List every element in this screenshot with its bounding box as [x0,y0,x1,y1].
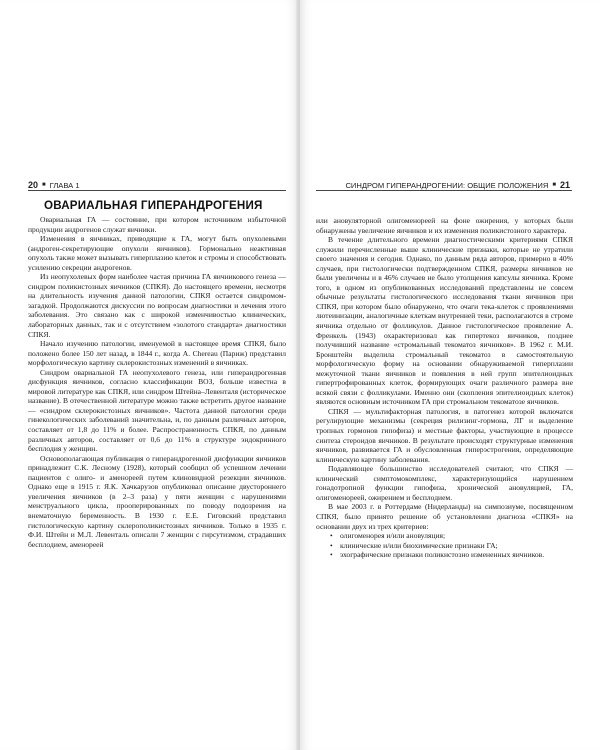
left-page [0,0,298,750]
list-item: • олигоменорея и/или ановуляция; [330,531,573,541]
paragraph: Из неопухолевых форм наиболее частая причина ГА яичникового генеза — синдром поликистозных яичников (СПКЯ). До настоящего времени, несмотря на длительность изучения данной патологии, СПКЯ остается синдромом-загадкой. Продолжаются дискуссии по вопросам диагностики и лечения этого заболевания. Это связано как с широкой изменчивостью клинических, лабораторных данных, так и с отсутствием «золотого стандарта» диагностики СПКЯ. [28,272,286,339]
page-number: 20 [28,180,39,190]
paragraph: СПКЯ — мультифакторная патология, в патогенез которой включатся регулирующие механизмы (секреция рилизинг-гормона, ЛГ и выделение тропных гормонов гипофиза) и местные факторы, участвующие в процессе синтеза стероидов яичников. В результате происходят структурные изменения яичников, развивается ГА и обусловленная гиперэстрогения, определяющие клиническую картину заболевания. [316,406,573,464]
paragraph: Подавляющее большинство исследователей считают, что СПКЯ — клинический симптомокомплекс, характеризующийся нарушением гонадотропной функции гипофиза, хронической ановуляцией, ГА, олигоменореей, ожирением и бесплодием. [316,464,573,502]
header-separator: ■ [42,182,46,188]
header-separator: ■ [552,182,556,188]
list-item: • эхографические признаки поликистозно измененных яичников. [330,550,573,560]
section-heading: ОВАРИАЛЬНАЯ ГИПЕРАНДРОГЕНИЯ [44,199,263,212]
paragraph: Синдром овариальной ГА неопухолевого генеза, или гиперандрогенная дисфункция яичников, согласно классификации ВОЗ, больше известна в мировой литературе как СПКЯ, или синдром Штейна–Левенталя (историческое название). В отечественной литературе можно также встретить другое название — «синдром склерокистозных яичников». Частота данной патологии среди гинекологических заболеваний значительна, и, по данным различных авторов, составляет от 1,8 до 11% и более. Распространенность СПКЯ, по данным различных авторов, составляет от 0,6 до 11% в структуре эндокринного бесплодия у женщин. [28,367,286,454]
header-rule [28,190,286,191]
paragraph: В течение длительного времени диагностическими критериями СПКЯ служили перечисленные выше клинические признаки, которые не утратили своего значения и сегодня. Однако, по данным ряда авторов, примерно в 40% случаев, при гистологически подтвержденном СПКЯ, размеры яичников не были увеличены и в 46% случаев не было утолщения капсулы яичника. Кроме того, в одном из опубликованных исследований представлены не совсем обычные результаты гистологического исследования ткани яичников при СПКЯ, при котором было обнаружено, что очаги тека-клеток с проявлениями лютеинизации, аналогичные клеткам внутренней теки, располагаются в строме яичника отдельно от фолликулов. Данное гистологическое проявление А. Френкель (1943) охарактеризовал как гипертекоз яичников, позднее получивший название «стромальный текоматоз яичников». В 1962 г. М.И. Бронштейн выделила стромальный текоматоз в самостоятельную морфологическую форму на основании обнаруживаемой гиперплазии межуточной ткани яичников и появления в ней групп эпителиоидных гипертрофированных клеток, формирующих очаги различного размера вне всякой связи с фолликулами. Именно они (скопления эпителиоидных клеток) являются основным источником ГА при стромальном текоматозе яичников. [316,235,573,407]
running-title: СИНДРОМ ГИПЕРАНДРОГЕНИИ: ОБЩИЕ ПОЛОЖЕНИЯ [345,180,549,190]
left-body-text [28,215,286,549]
chapter-label: ГЛАВА 1 [49,180,80,190]
right-body-text [316,216,573,560]
list-item: • клинические и/или биохимические признаки ГА; [330,541,573,551]
paragraph: Овариальная ГА — состояние, при котором источником избыточной продукции андрогенов служат яичники. [28,215,286,234]
header-rule [316,190,572,191]
page-number: 21 [559,180,570,190]
criteria-list [316,531,573,560]
right-page [300,0,600,750]
paragraph: В мае 2003 г. в Роттердаме (Нидерланды) на симпозиуме, посвященном СПКЯ, было принято решение об установлении диагноза «СПКЯ» на основании двух из трех критериев: [316,502,573,531]
paragraph: Основополагающая публикация о гиперандрогенной дисфункции яичников принадлежит С.К. Лесному (1928), который сообщил об успешном лечении пациентов с олиго- и аменореей путем клиновидной резекции яичников. Однако еще в 1915 г. Я.К. Хачкарузов опубликовал описание двустороннего увеличения яичников (в 2–3 раза) у пяти женщин с нарушениями менструального цикла, прооперированных по поводу подозрения на внематочную беременность. В 1930 г. Е.Е. Гиговский представил гистологическую картину склерополикистозных яичников. Только в 1935 г. Ф.И. Штейн и М.Л. Левенталь описали 7 женщин с гирсутизмом, страдавших бесплодием, аменореей [28,453,286,549]
paragraph-continuation: или ановуляторной олигоменореей на фоне ожирения, у которых были обнаружены увеличение яичников и их изменения поликистозного характера. [316,216,573,235]
paragraph: Начало изучению патологии, именуемой в настоящее время СПКЯ, было положено более 150 лет назад, в 1844 г., когда A. Chereau (Париж) представил морфологическую картину склерокистозных изменений в яичниках. [28,339,286,368]
paragraph: Изменения в яичниках, приводящие к ГА, могут быть опухолевыми (андроген-секретирующие опухоли яичников). Гормонально неактивная опухоль также может вызывать гиперплазию клеток и стромы и способствовать усилению секреции андрогенов. [28,234,286,272]
